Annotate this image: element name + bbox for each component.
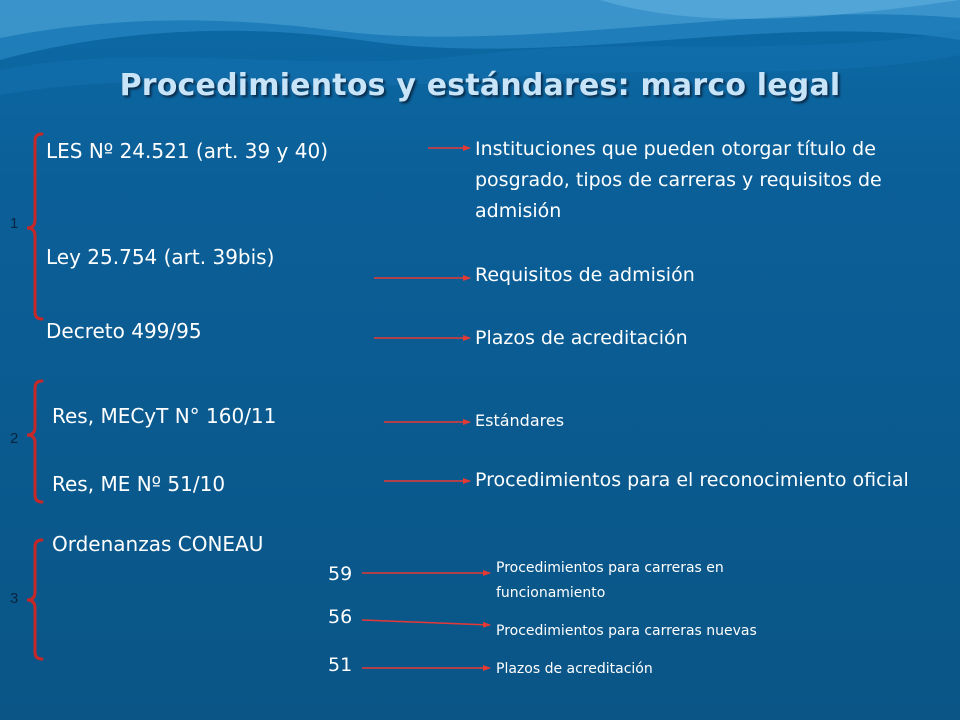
desc-reconocimiento-oficial: Procedimientos para el reconocimiento oficial (475, 469, 909, 491)
desc-carreras-nuevas: Procedimientos para carreras nuevas (496, 623, 757, 639)
law-les-24521: LES Nº 24.521 (art. 39 y 40) (46, 139, 329, 163)
group-number-1: 1 (10, 215, 19, 232)
desc-plazos-acreditacion-51: Plazos de acreditación (496, 661, 653, 677)
group-number-3: 3 (10, 590, 19, 607)
ordenanza-56: 56 (328, 606, 353, 628)
ordenanzas-coneau-heading: Ordenanzas CONEAU (52, 532, 264, 556)
ordenanza-51: 51 (328, 654, 353, 676)
res-me-51-10: Res, ME Nº 51/10 (52, 472, 226, 496)
desc-estandares: Estándares (475, 411, 565, 430)
desc-instituciones: Instituciones que pueden otorgar título de posgrado, tipos de carreras y requisitos de admisión (475, 138, 882, 222)
desc-requisitos-admision: Requisitos de admisión (475, 264, 695, 286)
desc-carreras-funcionamiento: Procedimientos para carreras en funcionamiento (496, 560, 724, 601)
desc-plazos-acreditacion: Plazos de acreditación (475, 327, 688, 349)
ordenanza-59: 59 (328, 563, 353, 585)
decree-499-95: Decreto 499/95 (46, 319, 202, 343)
law-25754: Ley 25.754 (art. 39bis) (46, 245, 275, 269)
res-mecyt-160-11: Res, MECyT N° 160/11 (52, 404, 277, 428)
slide-title: Procedimientos y estándares: marco legal (119, 68, 841, 103)
group-number-2: 2 (10, 430, 19, 447)
